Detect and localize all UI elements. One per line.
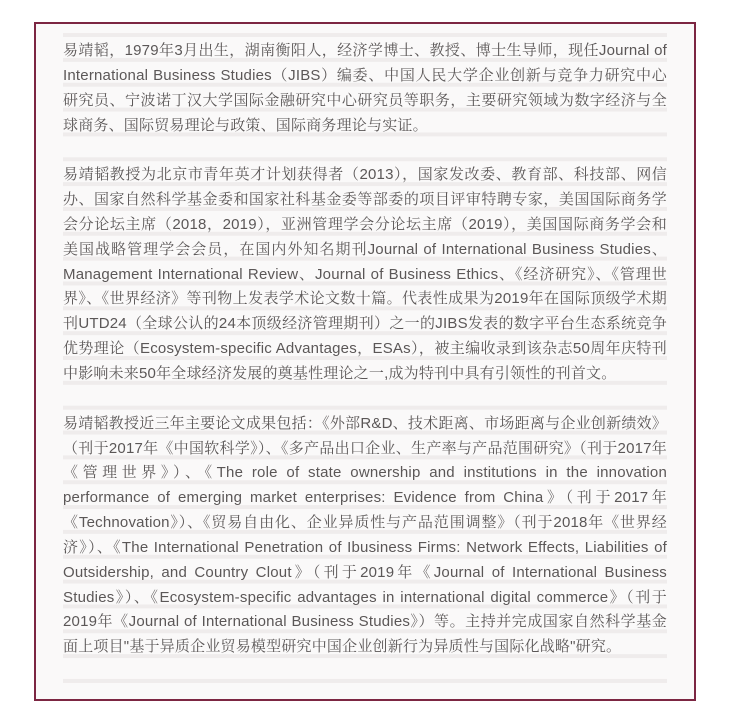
bio-card (34, 22, 696, 701)
bio-paragraph-intro: 易靖韬，1979年3月出生，湖南衡阳人，经济学博士、教授、博士生导师，现任Journal of International Business Studies（JIBS）编委、中国人民大学企业创新与竞争力研究中心研究员、宁波诺丁汉大学国际金融研究中心研究员等职务，主要研究领域为数字经济与全球商务、国际贸易理论与政策、国际商务理论与实证。 (63, 42, 667, 134)
bio-paragraph-publications: 易靖韬教授近三年主要论文成果包括：《外部R&D、技术距离、市场距离与企业创新绩效》（刊于2017年《中国软科学》）、《多产品出口企业、生产率与产品范围研究》（刊于2017年《管理世界》）、《The role of state ownership and institutions in the innovation performance of emerging market enterprises: Evidence from China》（刊于2017年《Technovation》）、《贸易自由化、企业异质性与产品范围调整》（刊于2018年《世界经济》）、《The International Penetration of Ibusiness Firms: Network Effects, Liabilities of Outsidership, and Country Clout》（刊于2019年《Journal of International Business Studies》）、《Ecosystem-specific advantages in international digital commerce》（刊于2019年《Journal of International Business Studies》）等。主持并完成国家自然科学基金面上项目"基于异质企业贸易模型研究中国企业创新行为异质性与国际化战略"研究。 (63, 414, 667, 656)
bio-paragraph-honors: 易靖韬教授为北京市青年英才计划获得者（2013），国家发改委、教育部、科技部、网信办、国家自然科学基金委和国家社科基金委等部委的项目评审特聘专家，美国国际商务学会分论坛主席（2018，2019），亚洲管理学会分论坛主席（2019），美国国际商务学会和美国战略管理学会会员，在国内外知名期刊Journal of International Business Studies、Management International Review、Journal of Business Ethics、《经济研究》、《管理世界》、《世界经济》等刊物上发表学术论文数十篇。代表性成果为2019年在国际顶级学术期刊UTD24（全球公认的24本顶级经济管理期刊）之一的JIBS发表的数字平台生态系统竞争优势理论（Ecosystem-specific Advantages，ESAs），被主编收录到该杂志50周年庆特刊中影响未来50年全球经济发展的奠基性理论之一,成为特刊中具有引领性的刊首文。 (63, 166, 667, 382)
